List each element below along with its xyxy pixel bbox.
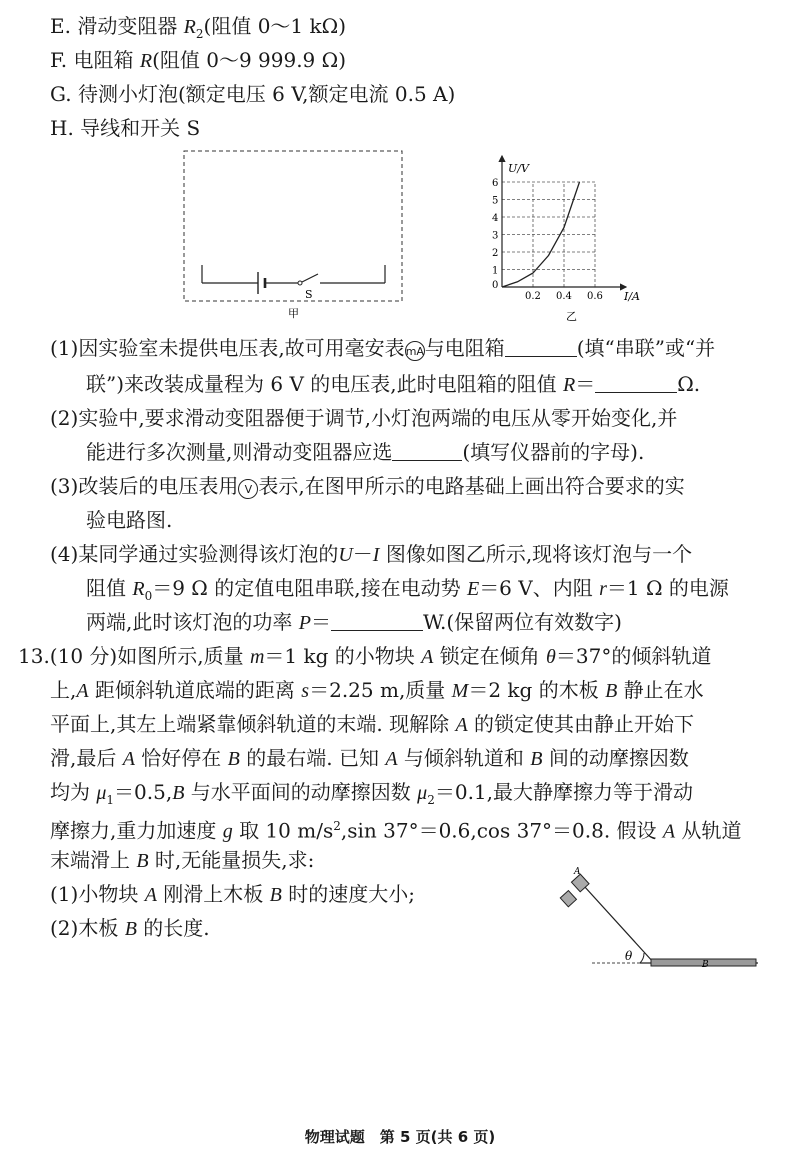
answer-blank-resistance[interactable]: [595, 372, 677, 393]
y-tick-label: 6: [492, 178, 499, 189]
y-tick-label: 2: [492, 248, 499, 259]
figure-yi-caption: 乙: [566, 310, 577, 323]
answer-blank-rheostat[interactable]: [392, 440, 462, 461]
q13-line1: 13.(10 分)如图所示,质量 m＝1 kg 的小物块 A 锁定在倾角 θ＝37°的倾斜轨道: [18, 644, 712, 668]
voltmeter-symbol: V: [238, 479, 258, 499]
q12-part1-line2: 联”)来改装成量程为 6 V 的电压表,此时电阻箱的阻值 R＝ Ω.: [86, 372, 701, 396]
figure-jia-caption: 甲: [288, 307, 299, 320]
q12-part4-line1: (4)某同学通过实验测得该灯泡的U－I 图像如图乙所示,现将该灯泡与一个: [50, 542, 693, 566]
q13-line3: 平面上,其左上端紧靠倾斜轨道的末端. 现解除 A 的锁定使其由静止开始下: [50, 712, 695, 736]
q12-part3-line1: (3)改装后的电压表用 V 表示,在图甲所示的电路基础上画出符合要求的实: [50, 474, 685, 498]
y-tick-label: 1: [492, 265, 499, 277]
y-axis-label: U/V: [508, 162, 529, 175]
board-b-label: B: [702, 960, 709, 970]
switch-blade: [302, 274, 318, 282]
item-e: E. 滑动变阻器 $R_2$(阻值 0～1 kΩ): [50, 14, 347, 41]
q13-line4: 滑,最后 A 恰好停在 B 的最右端. 已知 A 与倾斜轨道和 B 间的动摩擦因数: [50, 746, 689, 770]
angle-arc: [640, 953, 644, 963]
item-h: H. 导线和开关 S: [50, 116, 201, 140]
page-footer: 物理试题 第 5 页(共 6 页): [304, 1128, 496, 1146]
dashed-box: [184, 151, 402, 301]
q12-part4-line3: 两端,此时该灯泡的功率 P＝ W.(保留两位有效数字): [86, 610, 622, 634]
q13-line7: 末端滑上 B 时,无能量损失,求:: [50, 848, 315, 872]
milliammeter-symbol: mA: [405, 341, 425, 361]
switch-label: S: [305, 288, 313, 301]
q13-sub1: (1)小物块 A 刚滑上木板 B 时的速度大小;: [50, 882, 415, 906]
figure-jia-circuit: [182, 148, 408, 324]
item-g: G. 待测小灯泡(额定电压 6 V,额定电流 0.5 A): [50, 82, 456, 106]
x-tick-label: 0.2: [525, 291, 541, 302]
x-tick-label: 0.6: [587, 291, 603, 302]
q12-part2-line2: 能进行多次测量,则滑动变阻器应选 (填写仪器前的字母).: [86, 440, 645, 464]
y-tick-label: 0: [492, 280, 499, 291]
x-axis-label: I/A: [624, 290, 640, 303]
y-tick-label: 3: [492, 230, 499, 242]
answer-blank-connection[interactable]: [505, 336, 577, 357]
item-f: F. 电阻箱 R(阻值 0～9 999.9 Ω): [50, 48, 347, 72]
q12-part1-line1: (1)因实验室未提供电压表,故可用毫安表mA与电阻箱 (填“串联”或“并: [50, 336, 716, 360]
angle-label: θ: [625, 949, 633, 963]
switch-pivot: [298, 281, 302, 285]
figure-yi-ui-graph: [484, 150, 654, 326]
q12-part3-line2: 验电路图.: [86, 508, 173, 532]
x-tick-label: 0.4: [556, 291, 572, 302]
q12-part2-line1: (2)实验中,要求滑动变阻器便于调节,小灯泡两端的电压从零开始变化,并: [50, 406, 678, 430]
answer-blank-power[interactable]: [331, 610, 423, 631]
q13-line2: 上,A 距倾斜轨道底端的距离 s＝2.25 m,质量 M＝2 kg 的木板 B 静止在水: [50, 678, 704, 702]
incline-track: [584, 886, 654, 963]
q13-line6: 摩擦力,重力加速度 g 取 10 $m/s^2,\sin$ 37°＝0.6,cos 37°＝0.8. 假设 A 从轨道: [50, 818, 742, 843]
figure-incline: [574, 867, 763, 974]
y-tick-label: 4: [492, 213, 499, 224]
block-a-label: A: [574, 867, 581, 877]
q13-sub2: (2)木板 B 的长度.: [50, 916, 210, 940]
q13-line5: 均为 $\mu_1=0.5,B$ 与水平面间的动摩擦因数 $\mu_2=0.1$,最大静摩擦力等于滑动: [50, 780, 694, 807]
y-tick-label: 5: [492, 195, 499, 207]
block-a: [560, 891, 576, 907]
q12-part4-line2: 阻值 $R_0=9$ Ω 的定值电阻串联,接在电动势 E＝6 V、内阻 r＝1 Ω 的电源: [86, 576, 729, 603]
